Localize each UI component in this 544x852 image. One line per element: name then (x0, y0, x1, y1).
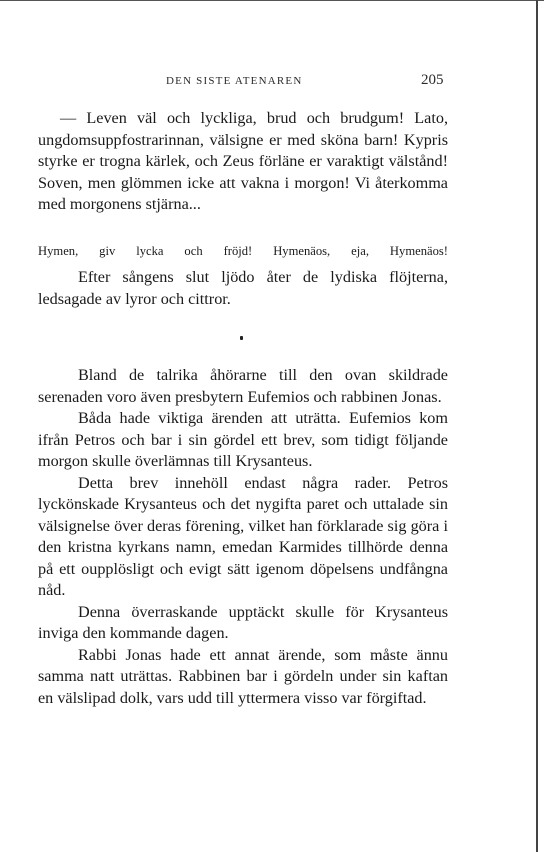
running-header (0, 72, 544, 95)
paragraph-errands: Båda hade viktiga ärenden att uträtta. Eufemios kom ifrån Petros och bar i sin gördel ett brev, som tidigt följande morgon skulle överlämnas till Krysanteus. (38, 409, 448, 470)
paragraph-after-song: Efter sångens slut ljödo åter de lydiska flöjterna, ledsagade av lyror och cittror. (38, 268, 448, 308)
page-top-edge (0, 0, 544, 1)
section-divider (240, 336, 243, 340)
running-title: DEN SISTE ATENAREN (166, 75, 303, 87)
upper-text-block (38, 108, 448, 216)
paragraph-listeners: Bland de talrika åhörarne till den ovan skildrade serenaden voro även presbytern Eufemios och rabbinen Jonas. (38, 366, 448, 406)
text-block-after-song (38, 267, 448, 310)
page-right-edge (536, 0, 538, 852)
paragraph-hymen-refrain: Hymen, giv lycka och fröjd! Hymenäos, eja, Hymenäos! (38, 244, 448, 258)
paragraph-farewell: — Leven väl och lyckliga, brud och brudgum! Lato, ungdomsuppfostrarinnan, välsigne er med sköna barn! Kypris styrke er trogna kärlek, och Zeus förläne er varaktigt välstånd! Soven, men glömmen icke att vakna i morgon! Vi återkomma med morgonens stjärna... (38, 109, 448, 213)
lower-text-block (38, 365, 448, 709)
paragraph-discovery: Denna överraskande upptäckt skulle för Krysanteus inviga den kommande dagen. (38, 602, 448, 642)
paragraph-letter: Detta brev innehöll endast några rader. Petros lyckönskade Krysanteus och det nygifta paret och uttalade sin välsignelse över deras förening, vilket han förklarade sig göra i den kristna kyrkans namn, emedan Karmides tillhörde denna på ett oupplösligt och evigt sätt igenom döpelsens undfångna nåd. (38, 473, 448, 599)
paragraph-rabbi: Rabbi Jonas hade ett annat ärende, som måste ännu samma natt uträttas. Rabbinen bar i gördeln under sin kaftan en välslipad dolk, vars udd till yttermera visso var förgiftad. (38, 645, 448, 707)
page-number: 205 (421, 72, 444, 88)
